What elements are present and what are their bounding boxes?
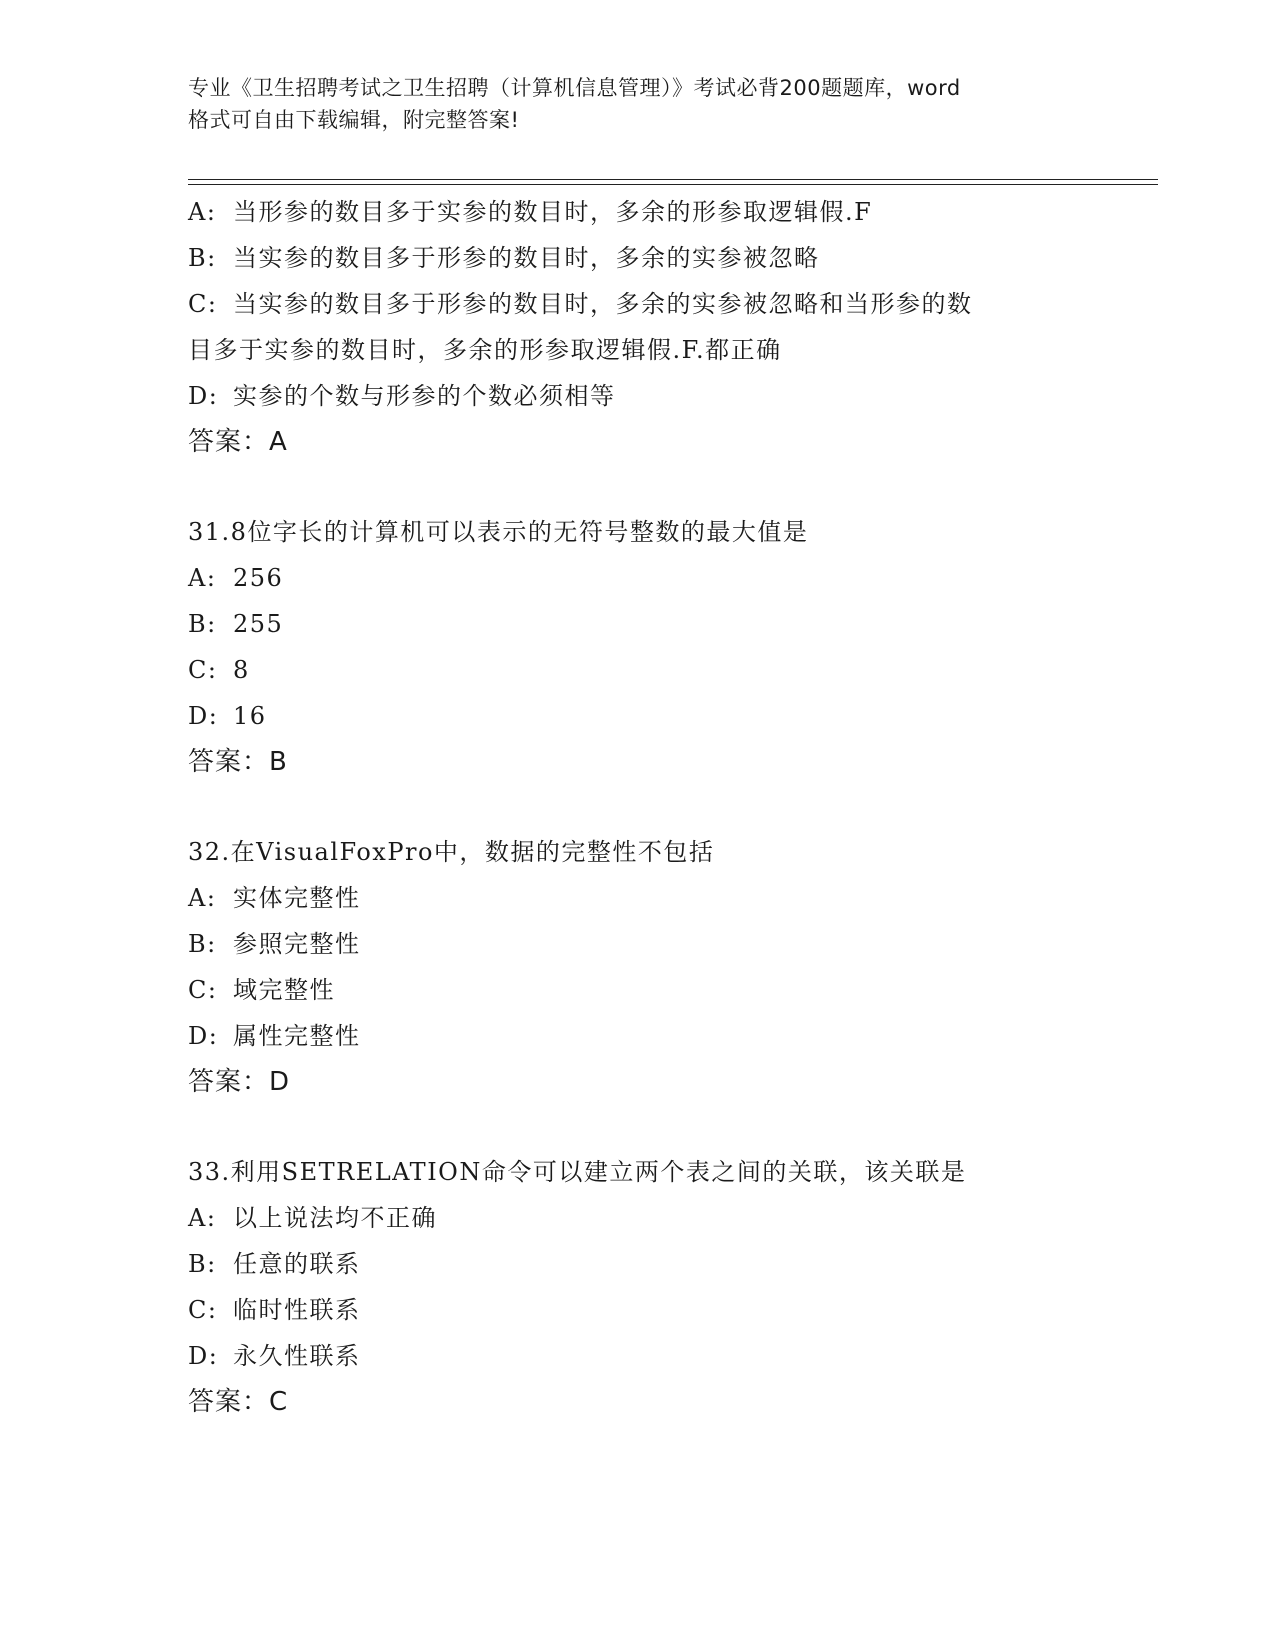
option-d: D: 属性完整性 bbox=[188, 1022, 361, 1050]
answer: 答案：A bbox=[188, 427, 288, 457]
question-31 bbox=[188, 509, 1088, 785]
option-b: B: 255 bbox=[188, 610, 284, 638]
option-d: D: 永久性联系 bbox=[188, 1342, 361, 1370]
header-divider-bottom bbox=[188, 184, 1158, 185]
option-c-continued: 目多于实参的数目时，多余的形参取逻辑假.F.都正确 bbox=[188, 336, 782, 364]
header-line-2: 格式可自由下载编辑，附完整答案! bbox=[188, 108, 520, 132]
header-divider-top bbox=[188, 179, 1158, 180]
option-d: D: 实参的个数与形参的个数必须相等 bbox=[188, 382, 616, 410]
document-header bbox=[188, 72, 1088, 136]
option-a: A: 实体完整性 bbox=[188, 884, 361, 912]
answer: 答案：C bbox=[188, 1387, 289, 1417]
header-line-1: 专业《卫生招聘考试之卫生招聘（计算机信息管理）》考试必背200题题库，word bbox=[188, 76, 961, 100]
option-a: A: 以上说法均不正确 bbox=[188, 1204, 437, 1232]
question-32 bbox=[188, 829, 1088, 1105]
option-b: B: 任意的联系 bbox=[188, 1250, 361, 1278]
option-a: A: 当形参的数目多于实参的数目时，多余的形参取逻辑假.F bbox=[188, 198, 873, 226]
question-stem: 33.利用SETRELATION命令可以建立两个表之间的关联，该关联是 bbox=[188, 1158, 967, 1186]
option-c: C: 临时性联系 bbox=[188, 1296, 361, 1324]
question-stem: 32.在VisualFoxPro中，数据的完整性不包括 bbox=[188, 838, 715, 866]
question-30-continued bbox=[188, 189, 1088, 465]
option-c: C: 8 bbox=[188, 656, 250, 684]
answer: 答案：D bbox=[188, 1067, 291, 1097]
option-a: A: 256 bbox=[188, 564, 284, 592]
option-c: C: 域完整性 bbox=[188, 976, 335, 1004]
question-stem: 31.8位字长的计算机可以表示的无符号整数的最大值是 bbox=[188, 518, 809, 546]
answer: 答案：B bbox=[188, 747, 288, 777]
option-b: B: 当实参的数目多于形参的数目时，多余的实参被忽略 bbox=[188, 244, 820, 272]
question-list bbox=[188, 189, 1088, 1425]
question-33 bbox=[188, 1149, 1088, 1425]
option-b: B: 参照完整性 bbox=[188, 930, 361, 958]
option-c: C: 当实参的数目多于形参的数目时，多余的实参被忽略和当形参的数 bbox=[188, 290, 973, 318]
option-d: D: 16 bbox=[188, 702, 267, 730]
